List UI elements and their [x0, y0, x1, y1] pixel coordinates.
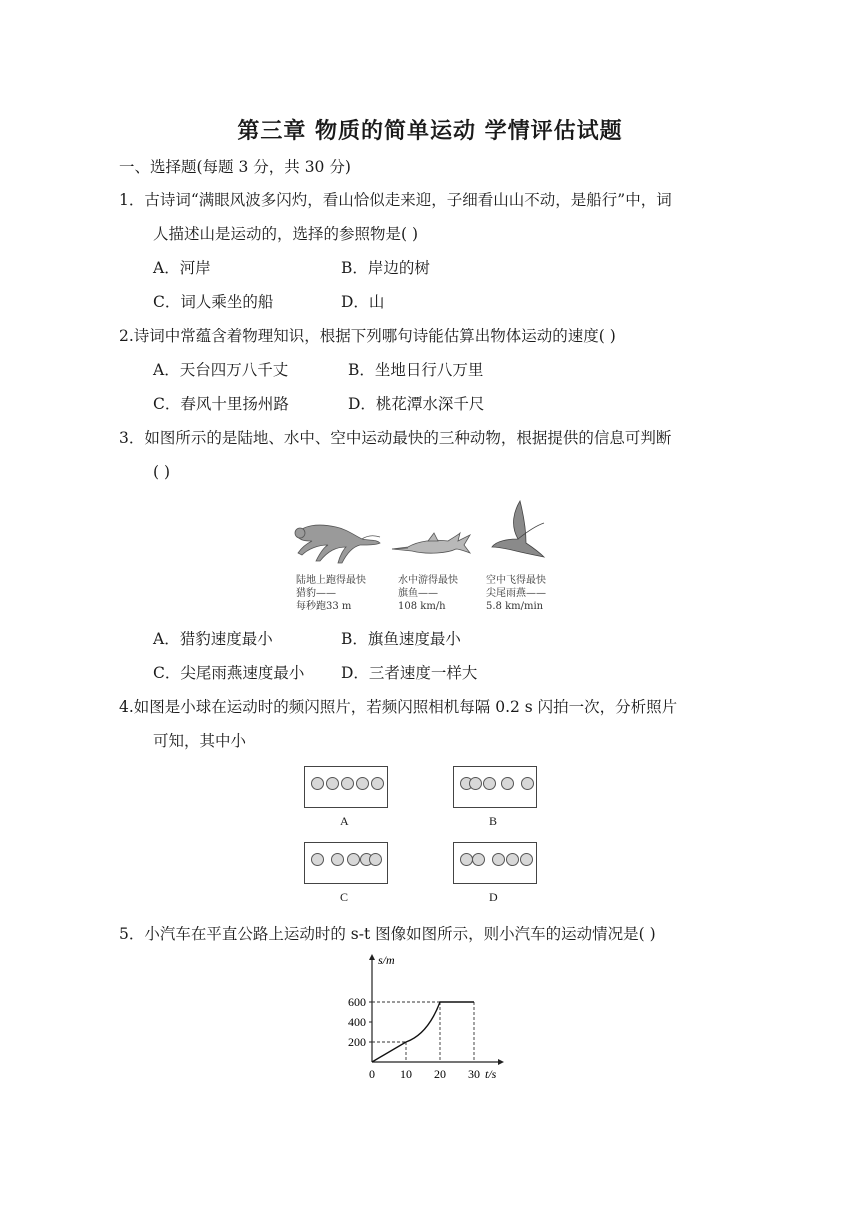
y-tick-label: 200: [348, 1035, 366, 1049]
ball: [483, 777, 496, 790]
swift-label-3: 5.8 km/min: [486, 601, 544, 612]
ball: [356, 777, 369, 790]
q2-option-b: B．坐地日行八万里: [348, 361, 484, 379]
q2-option-c: C．春风十里扬州路: [153, 395, 289, 413]
panel-label-b: B: [489, 814, 498, 828]
swordfish-label-2: 旗鱼——: [398, 588, 438, 599]
panel-label-c: C: [340, 890, 349, 904]
y-axis-label: s/m: [378, 953, 395, 967]
ball: [347, 853, 360, 866]
ball: [501, 777, 514, 790]
x-tick-label: 10: [400, 1067, 412, 1081]
swordfish-label-1: 水中游得最快: [398, 575, 458, 586]
flash-photo-d: [453, 842, 537, 884]
q3-stem-line2: ( ): [153, 463, 171, 481]
x-tick-label: 0: [369, 1067, 375, 1081]
y-tick-label: 600: [348, 995, 366, 1009]
q1-option-b: B．岸边的树: [341, 259, 430, 277]
ball: [506, 853, 519, 866]
q5-stem: 5．小汽车在平直公路上运动时的 s-t 图像如图所示，则小汽车的运动情况是( ): [119, 925, 656, 943]
ball: [520, 853, 533, 866]
cheetah-label-2: 猎豹——: [296, 588, 336, 599]
swift-label-2: 尖尾雨燕——: [486, 588, 546, 599]
ball: [311, 853, 324, 866]
q3-option-d: D．三者速度一样大: [341, 664, 478, 682]
q1-option-c: C．词人乘坐的船: [153, 293, 274, 311]
section-heading: 一、选择题(每题 3 分，共 30 分): [119, 158, 351, 176]
flash-photo-c: [304, 842, 388, 884]
animal-illustrations: [288, 495, 568, 570]
q2-option-d: D．桃花潭水深千尺: [348, 395, 485, 413]
swift-label-1: 空中飞得最快: [486, 575, 546, 586]
swordfish-icon: [392, 533, 470, 553]
ball: [472, 853, 485, 866]
panel-label-d: D: [489, 890, 498, 904]
q1-option-d: D．山: [341, 293, 385, 311]
q1-stem-line1: 1．古诗词“满眼风波多闪灼，看山恰似走来迎，子细看山山不动，是船行”中，词: [119, 191, 672, 209]
y-axis-arrow: [369, 954, 375, 960]
ball: [331, 853, 344, 866]
animals-figure: [288, 495, 568, 617]
flash-photo-b: [453, 766, 537, 808]
x-axis-arrow: [498, 1059, 504, 1065]
x-tick-label: 30: [468, 1067, 480, 1081]
swordfish-label-3: 108 km/h: [398, 601, 446, 612]
page-title: 第三章 物质的简单运动 学情评估试题: [237, 119, 623, 144]
x-axis-label: t/s: [485, 1067, 497, 1081]
x-tick-label: 20: [434, 1067, 446, 1081]
ball: [521, 777, 534, 790]
ball: [369, 853, 382, 866]
series-line: [372, 1002, 474, 1062]
y-tick-label: 400: [348, 1015, 366, 1029]
q1-option-a: A．河岸: [153, 259, 211, 277]
q3-option-a: A．猎豹速度最小: [153, 630, 273, 648]
ball: [371, 777, 384, 790]
q3-option-b: B．旗鱼速度最小: [341, 630, 461, 648]
q3-stem-line1: 3．如图所示的是陆地、水中、空中运动最快的三种动物，根据提供的信息可判断: [119, 429, 672, 447]
ball: [341, 777, 354, 790]
s-t-chart: [338, 952, 518, 1087]
cheetah-label-3: 每秒跑33 m: [296, 601, 352, 612]
ball: [469, 777, 482, 790]
q2-stem: 2.诗词中常蕴含着物理知识，根据下列哪句诗能估算出物体运动的速度( ): [119, 327, 616, 345]
flash-photo-a: [304, 766, 388, 808]
q2-option-a: A．天台四万八千丈: [153, 361, 289, 379]
q1-stem-line2: 人描述山是运动的，选择的参照物是( ): [153, 225, 419, 243]
swift-icon: [492, 501, 544, 557]
ball: [492, 853, 505, 866]
ball: [326, 777, 339, 790]
panel-label-a: A: [340, 814, 349, 828]
cheetah-icon: [295, 525, 380, 563]
q4-stem-line1: 4.如图是小球在运动时的频闪照片，若频闪照相机每隔 0.2 s 闪拍一次，分析照片: [119, 698, 678, 716]
ball: [311, 777, 324, 790]
q3-option-c: C．尖尾雨燕速度最小: [153, 664, 305, 682]
q4-stem-line2: 可知，其中小: [153, 732, 247, 750]
cheetah-label-1: 陆地上跑得最快: [296, 575, 366, 586]
